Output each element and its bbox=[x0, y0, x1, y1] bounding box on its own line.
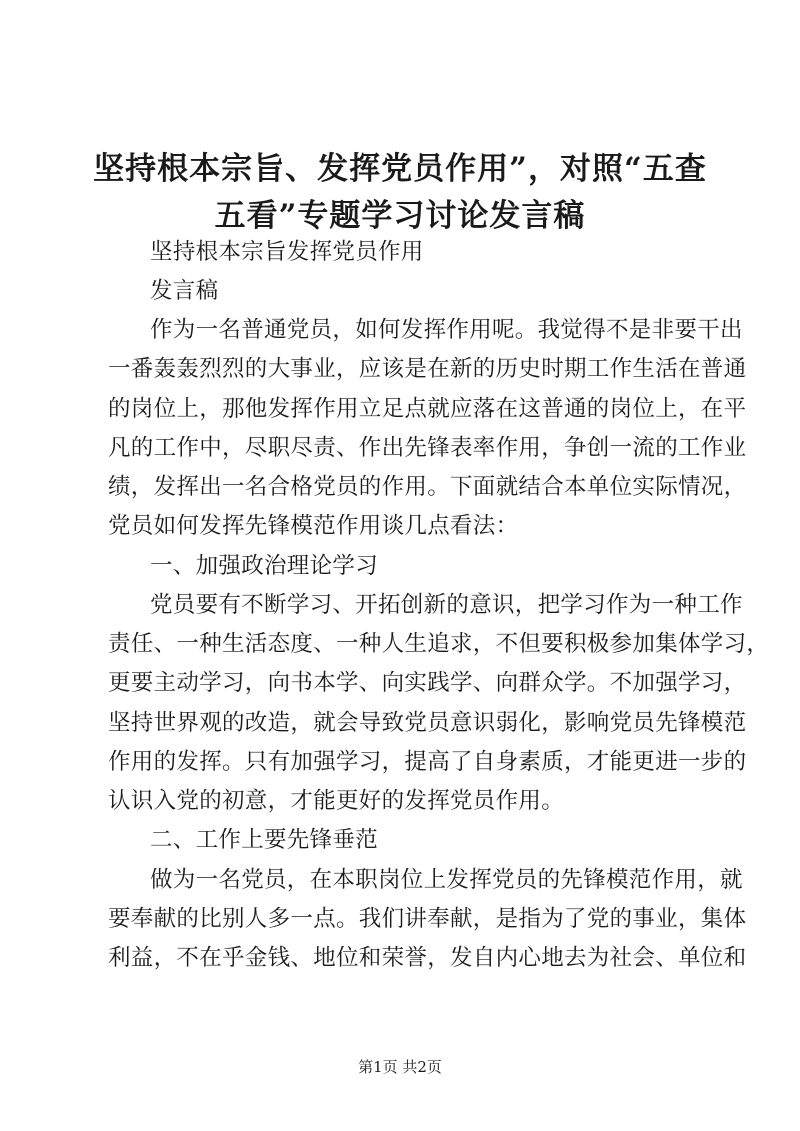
section-heading: 一、加强政治理论学习 bbox=[150, 553, 379, 579]
body-text-line: 党员要有不断学习、开拓创新的意识，把学习作为一种工作 bbox=[150, 592, 743, 618]
body-text-line: 利益，不在乎金钱、地位和荣誉，发自内心地去为社会、单位和 bbox=[108, 945, 747, 971]
body-text-line: 坚持世界观的改造，就会导致党员意识弱化，影响党员先锋模范 bbox=[108, 710, 747, 736]
document-title-line-1: 坚持根本宗旨、发挥党员作用”，对照“五查 bbox=[93, 151, 707, 187]
body-text-line: 作用的发挥。只有加强学习，提高了自身素质，才能更进一步的 bbox=[108, 749, 747, 775]
body-text-line: 要奉献的比别人多一点。我们讲奉献，是指为了党的事业，集体 bbox=[108, 906, 747, 932]
subtitle-line: 坚持根本宗旨发挥党员作用 bbox=[150, 239, 424, 265]
body-text-line: 做为一名党员，在本职岗位上发挥党员的先锋模范作用，就 bbox=[150, 867, 743, 893]
body-text-line: 一番轰轰烈烈的大事业，应该是在新的历史时期工作生活在普通 bbox=[108, 356, 747, 382]
section-heading: 二、工作上要先锋垂范 bbox=[150, 827, 379, 853]
body-text-line: 党员如何发挥先锋模范作用谈几点看法： bbox=[108, 513, 519, 539]
body-text-line: 凡的工作中，尽职尽责、作出先锋表率作用，争创一流的工作业 bbox=[108, 435, 747, 461]
subtitle-line: 发言稿 bbox=[150, 278, 219, 304]
page-footer: 第1页 共2页 bbox=[358, 1058, 442, 1076]
body-text-line: 作为一名普通党员，如何发挥作用呢。我觉得不是非要干出 bbox=[150, 317, 743, 343]
body-text-line: 责任、一种生活态度、一种人生追求，不但要积极参加集体学习， bbox=[108, 631, 770, 657]
body-text-line: 绩，发挥出一名合格党员的作用。下面就结合本单位实际情况， bbox=[108, 474, 747, 500]
body-text-line: 更要主动学习，向书本学、向实践学、向群众学。不加强学习， bbox=[108, 670, 747, 696]
body-text-line: 的岗位上，那他发挥作用立足点就应落在这普通的岗位上，在平 bbox=[108, 396, 747, 422]
body-text-line: 认识入党的初意，才能更好的发挥党员作用。 bbox=[108, 788, 565, 814]
document-title-line-2: 五看”专题学习讨论发言稿 bbox=[214, 198, 586, 234]
